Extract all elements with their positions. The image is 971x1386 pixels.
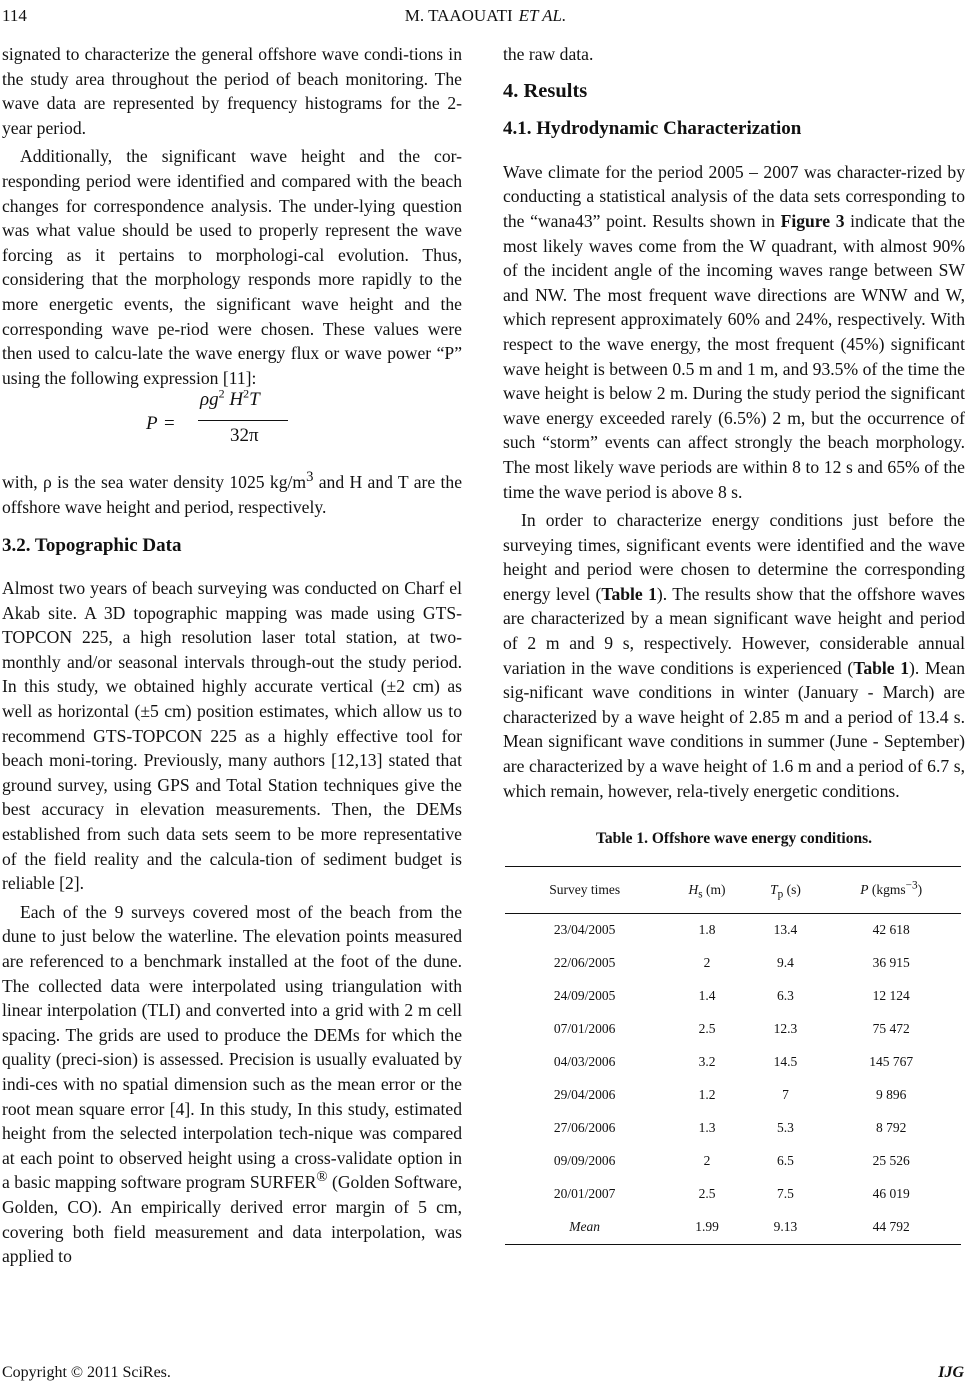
table-reference[interactable]: Table 1 [601,583,657,604]
table-cell: 24/09/2005 [553,988,616,1004]
table-cell: 6.5 [777,1153,794,1169]
table-cell: 75 472 [872,1021,910,1037]
table-row [505,913,961,947]
table-cell: 25 526 [872,1153,910,1169]
table-cell: 42 618 [872,922,910,938]
left-column [2,42,462,1269]
table-cell: 7.5 [777,1186,794,1202]
table-cell: 1.2 [698,1087,716,1103]
table-cell: 36 915 [872,955,910,971]
figure-reference[interactable]: Figure 3 [780,210,845,231]
page-number: 114 [2,6,27,25]
table-cell: 04/03/2006 [553,1054,616,1070]
journal-abbrev: IJG [938,1364,964,1381]
table-cell: 23/04/2005 [553,922,616,938]
paragraph: signated to characterize the general offshore wave condi-tions in the study area throughout the period of beach monitoring. The wave data are represented by frequency histograms for the 2-year period. [2,44,462,138]
table-cell: 1.4 [698,988,716,1004]
table-cell: 2 [703,955,711,971]
mean-label: Mean [505,1211,664,1245]
table-mean-row [505,1211,961,1245]
table-cell: 12 124 [872,988,910,1004]
paragraph: the raw data. [503,44,594,64]
col-header-tp: $T_p$ (s) [750,866,822,913]
table-caption: Table 1. Offshore wave energy conditions. [596,830,872,848]
table-cell: 5.3 [777,1120,794,1136]
paragraph: with, ρ is the sea water density 1025 $kg/m^3$ and H and T are the offshore wave height and period, respectively. [2,469,463,517]
col-header-p: P (kgms$^{-3}$) [821,866,961,913]
table-cell: 8 792 [875,1120,907,1136]
fraction-bar [198,420,288,421]
wave-power-equation: P = $\rho g^2$ $H^2T$ 32π [2,390,462,468]
table-cell: 1.99 [664,1211,749,1245]
table-cell: 2 [703,1153,711,1169]
col-header-survey-times: Survey times [505,866,664,913]
table-cell: 27/06/2006 [553,1120,616,1136]
table-cell: 46 019 [872,1186,910,1202]
table-cell: 20/01/2007 [553,1186,616,1202]
table-cell: 07/01/2006 [553,1021,616,1037]
table-cell: 9.4 [777,955,794,971]
table-cell: 09/09/2006 [553,1153,616,1169]
paragraph: In order to characterize energy conditions just before the surveying times, significant events were identified and the wave height and period were chosen to determine the corresponding energy level (Table 1). The results show that the offshore waves are characterized by a mean significant wave height and period of 2 m and 9 s, respectively. However, considerable annual variation in the wave conditions is experienced (Table 1). Mean sig-nificant wave conditions in winter (January - March) are characterized by a wave height of 2.85 m and a period of 13.4 s. Mean significant wave conditions in summer (June - September) are characterized by a wave height of 1.6 m and a period of 6.7 s, which remain, however, rela-tively energetic conditions. [503,510,966,801]
table-cell: 9 896 [875,1087,907,1103]
table-row [505,1112,961,1145]
paragraph: Each of the 9 surveys covered most of the beach from the dune to just below the waterline. The elevation points measured are referenced to a benchmark installed at the foot of the dune. The collected data were interpolated using triangulation with linear interpolation (TLI) and converted into a grid with 2 m cell spacing. The grids are used to produce the DEMs for which the quality (preci-sion) is assessed. Precision is usually evaluated by indi-ces with no spatial dimension such as the mean error or the root mean square error [4]. In this study, In this study, estimated height from the selected interpolation tech-nique was compared at each point to observed height using a cross-validate option in a basic mapping software program SURFER® (Golden Software, Golden, CO). An empirically derived error margin of 5 cm, covering both field measurement and data interpolation, was applied to [2,901,462,1267]
table-cell: 3.2 [698,1054,716,1070]
table-cell: 145 767 [869,1054,914,1070]
subsection-heading: 4.1. Hydrodynamic Characterization [503,118,802,140]
table-cell: 2.5 [698,1021,716,1037]
table-cell: 44 792 [821,1211,961,1245]
table-cell: 13.4 [773,922,798,938]
table-cell: 29/04/2006 [553,1087,616,1103]
section-heading: 3.2. Topographic Data [2,534,182,556]
table-cell: 12.3 [773,1021,798,1037]
running-head-authors: M. TAAOUATI ET AL. [404,6,567,25]
paragraph: Almost two years of beach surveying was conducted on Charf el Akab site. A 3D topographic mapping was made using GTS-TOPCON 225, a high resolution laser total station, at two-monthly and/or seasonal intervals through-out the study period. In this study, we obtained highly accurate vertical (±2 cm) as well as horizontal (±5 cm) position estimates, which allow us to recommend GTS-TOPCON 225 as a highly effective tool for beach moni-toring. Previously, many authors [12,13] stated that ground survey, using GPS and Total Station techniques give the best accuracy in elevation measurements. Then, the DEMs established from such data sets seem to be more representative of the field reality and the calcula-tion of sediment budget is reliable [2]. [2,578,462,894]
section-heading: 4. Results [503,79,588,102]
copyright: Copyright © 2011 SciRes. [2,1364,171,1381]
table-row [505,1178,961,1211]
right-column [503,42,965,1245]
table-reference[interactable]: Table 1 [853,657,910,678]
table-cell: 1.8 [698,922,716,938]
table-row [505,1145,961,1178]
table-cell: 7 [782,1087,789,1103]
table-row [505,947,961,980]
table-cell: 22/06/2005 [553,955,616,971]
equation-numerator: $\rho g^2$ $H^2T$ [200,386,260,411]
table-row [505,1013,961,1046]
table-cell: 9.13 [750,1211,822,1245]
wave-energy-table [505,866,961,1245]
paragraph: Additionally, the significant wave height and the cor-responding period were identified and compared with the beach changes for correspondence analysis. The under-lying question was what value should be used to properly represent the wave forcing as it pertains to morphologi-cal evolution. Thus, considering that the morphology responds more rapidly to the more energetic events, the significant wave height and the corresponding wave pe-riod were chosen. These values were then used to calcu-late the wave energy flux or wave power “P” using the following expression [11]: [2,146,462,388]
table-row [505,1079,961,1112]
table-cell: 2.5 [698,1186,716,1202]
equation-denominator: 32π [230,425,259,447]
table-cell: 14.5 [773,1054,798,1070]
paragraph: Wave climate for the period 2005 – 2007 was character-rized by conducting a statistical analysis of the data sets corresponding to the “wana43” point. Results shown in Figure 3 indicate that the most likely waves come from the W quadrant, with almost 90% of the incident angle of the incoming waves range between SW and NW. The most frequent wave directions are WNW and W, which represent approximately 60% and 24%, respectively. With respect to the wave energy, the most frequent (45%) significant wave height is between 0.5 m and 1 m, and 93.5% of the time the wave height is below 2 m. During the study period the significant wave energy exceeded rarely (6.5%) 2 m, but the occurrence of such “storm” events can affect strongly the beach morphology. The most likely wave periods are within 8 to 12 s and 65% of the time the wave period is above 8 s. [503,161,965,502]
table-cell: 6.3 [777,988,794,1004]
page-header [0,6,971,28]
table-cell: 1.3 [698,1120,716,1136]
table-row [505,980,961,1013]
table-row [505,1046,961,1079]
col-header-hs: $H_s$ (m) [664,866,749,913]
table-header-row [505,866,961,913]
